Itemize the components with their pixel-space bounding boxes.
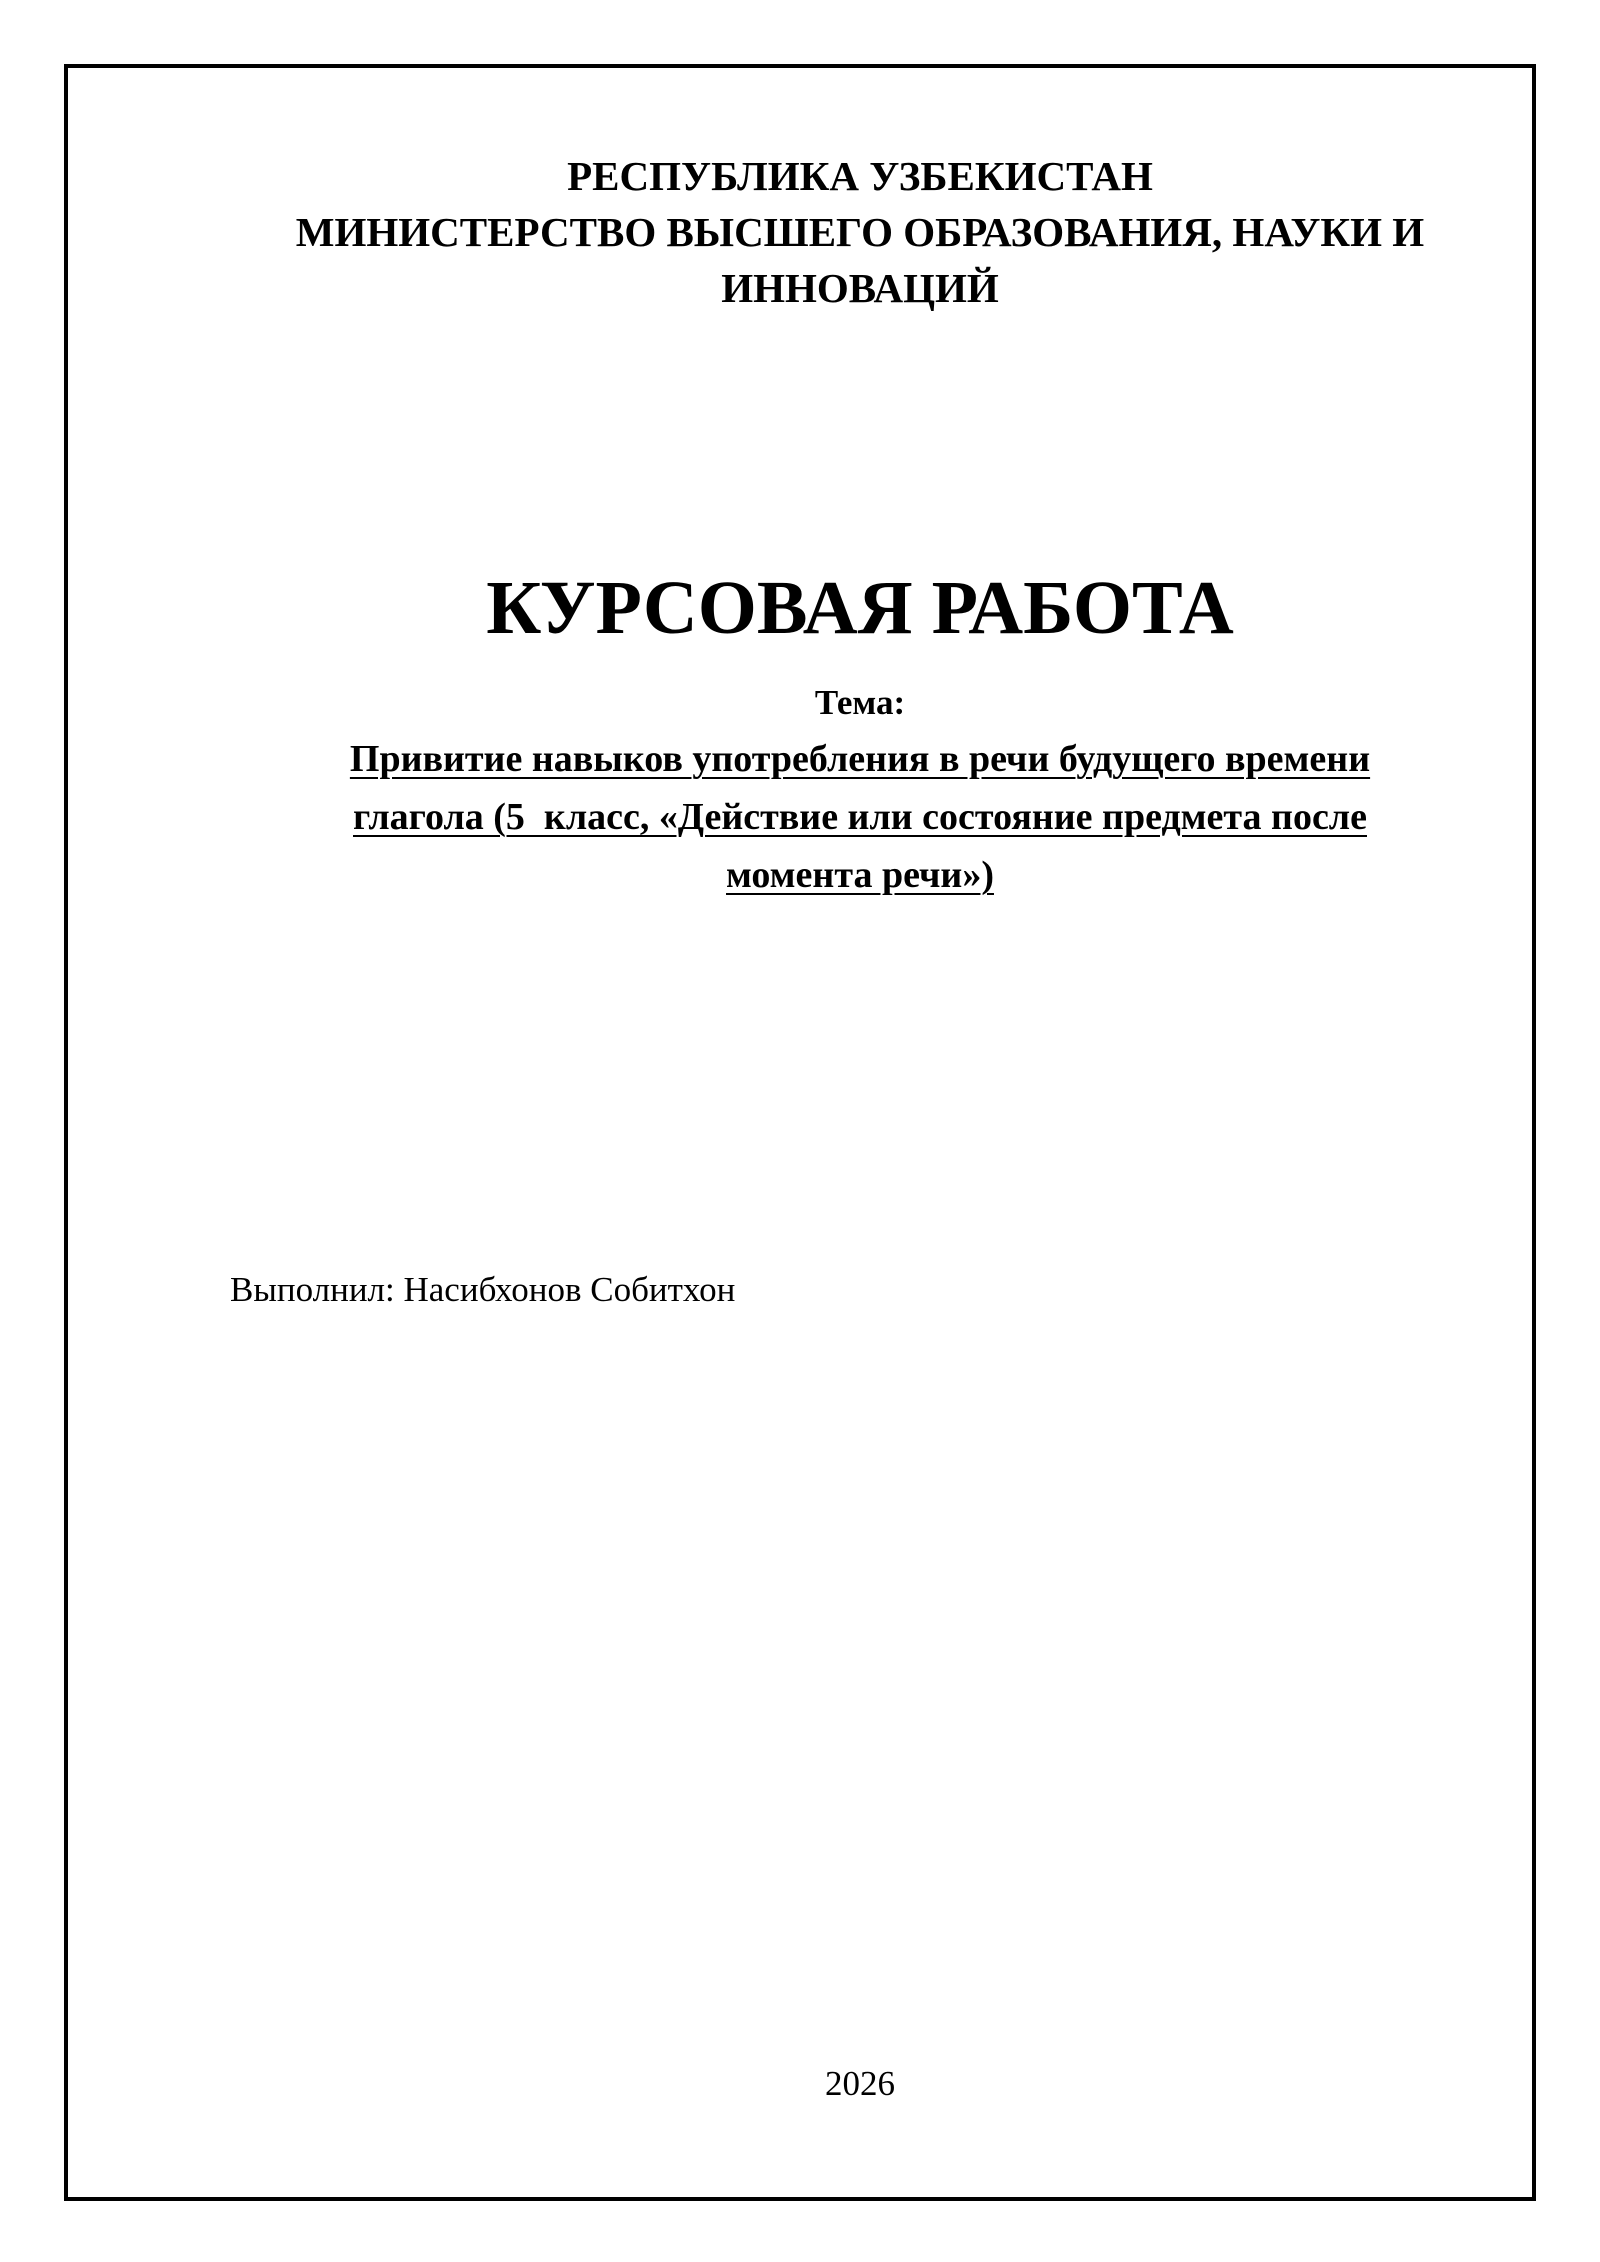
author-line: Выполнил: Насибхонов Собитхон: [230, 1270, 736, 1309]
year: 2026: [825, 2064, 895, 2103]
header-country: РЕСПУБЛИКА УЗБЕКИСТАН: [567, 153, 1153, 199]
theme-line-1: Привитие навыков употребления в речи будущего времени: [349, 738, 1371, 780]
header-ministry-cont: ИННОВАЦИЙ: [721, 265, 999, 311]
theme-line-3: момента речи»): [726, 854, 994, 896]
institution-header: [200, 148, 1520, 316]
theme-text: [230, 730, 1490, 904]
header-ministry: МИНИСТЕРСТВО ВЫСШЕГО ОБРАЗОВАНИЯ, НАУКИ И: [295, 209, 1425, 255]
theme-label: Тема:: [814, 683, 906, 722]
page-border: [64, 64, 1536, 2201]
document-title: КУРСОВАЯ РАБОТА: [486, 566, 1234, 650]
theme-line-2: глагола (5 класс, «Действие или состояние предмета после: [353, 796, 1367, 838]
